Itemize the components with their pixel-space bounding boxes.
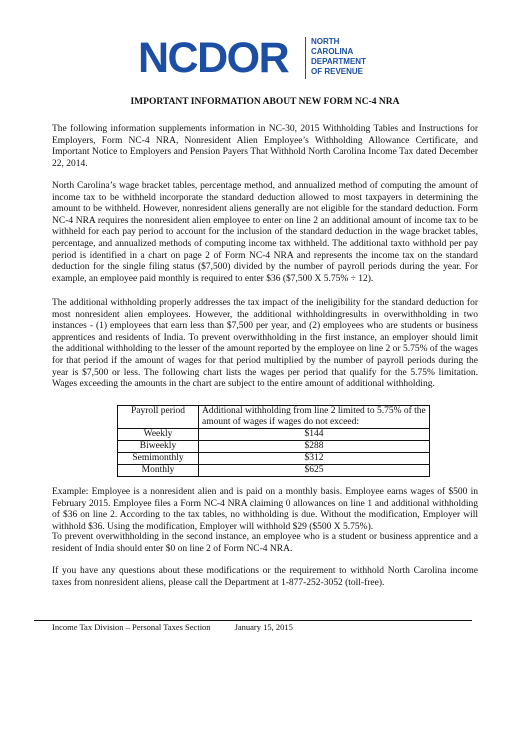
- table-row: [118, 453, 430, 465]
- table-cell-period: Semimonthly: [118, 453, 199, 465]
- logo-wordmark: NCDOR: [138, 34, 289, 82]
- table-row: [118, 441, 430, 453]
- table-cell-limit: $144: [199, 429, 430, 441]
- footer-divider: [34, 620, 472, 621]
- table-row: [118, 429, 430, 441]
- table-row: [118, 465, 430, 477]
- withholding-limit-table: [117, 405, 430, 477]
- table-cell-period: Weekly: [118, 429, 199, 441]
- paragraph-overwithholding: The additional withholding properly addresses the tax impact of the ineligibility for the standard deduction for most nonresident alien employees. However, the additional withholdingresults in overwithholding in two instances - (1) employees that earn less than $7,500 per year, and (2) employees who are students or business apprentices and residents of India. To prevent overwithholding in the first instance, an employer should limit the additional withholding to the lesser of the amount reported by the employee on line 2 or 5.75% of the wages for that period if the amount of wages for that period multiplied by the number of payroll periods during the year is $7,500 or less. The following chart lists the wages per period that qualify for the 5.75% limitation. Wages exceeding the amounts in the chart are subject to the entire amount of additional withholding.: [52, 298, 478, 390]
- table-header-row: [118, 406, 430, 429]
- table-cell-period: Biweekly: [118, 441, 199, 453]
- logo-dept-line: DEPARTMENT: [311, 57, 366, 66]
- logo-department-name: [311, 37, 401, 77]
- logo-dept-line: NORTH: [311, 37, 340, 46]
- table-cell-period: Monthly: [118, 465, 199, 477]
- table-cell-limit: $288: [199, 441, 430, 453]
- footer-date: January 15, 2015: [234, 622, 293, 632]
- notice-title: IMPORTANT INFORMATION ABOUT NEW FORM NC-4 NRA: [130, 97, 400, 107]
- footer: [52, 622, 472, 633]
- logo-dept-line: CAROLINA: [311, 47, 354, 56]
- paragraph-standard-deduction: North Carolina’s wage bracket tables, percentage method, and annualized method of computing the amount of income tax to be withheld incorporate the standard deduction allowed to most taxpayers in determining the amount to be withheld. However, nonresident aliens generally are not eligible for the standard deduction. Form NC-4 NRA requires the nonresident alien employee to enter on line 2 an additional amount of income tax to be withheld for each pay period to account for the inclusion of the standard deduction in the wage bracket tables, percentage, and annualized methods of computing income tax withheld. The additional taxto withhold per pay period is identified in a chart on page 2 of Form NC-4 NRA and represents the income tax on the standard deduction for the single filing status ($7,500) divided by the number of payroll periods during the year. For example, an employee paid monthly is required to enter $36 ($7,500 X 5.75% ÷ 12).: [52, 181, 478, 284]
- paragraph-example: Example: Employee is a nonresident alien and is paid on a monthly basis. Employee earns wages of $500 in February 2015. Employee files a Form NC-4 NRA claiming 0 allowances on line 1 and additional withholding of $36 on line 2. According to the tax tables, no withholding is due. Without the modification, Employer will withhold $36. Using the modification, Employer will withhold $29 ($500 X 5.75%).: [52, 487, 478, 532]
- paragraph-india-students: To prevent overwithholding in the second instance, an employee who is a student or business apprentice and a resident of India should enter $0 on line 2 of Form NC-4 NRA.: [52, 532, 478, 554]
- table-header-payroll-period: Payroll period: [118, 406, 199, 429]
- table-cell-limit: $312: [199, 453, 430, 465]
- table-header-additional-withholding: Additional withholding from line 2 limited to 5.75% of the amount of wages if wages do not exceed:: [199, 406, 430, 429]
- ncdor-logo: [138, 33, 398, 83]
- footer-division: Income Tax Division – Personal Taxes Section: [52, 622, 211, 632]
- logo-divider: [305, 37, 306, 79]
- table-cell-limit: $625: [199, 465, 430, 477]
- logo-dept-line: OF REVENUE: [311, 67, 364, 76]
- paragraph-contact: If you have any questions about these modifications or the requirement to withhold North Carolina income taxes from nonresident aliens, please call the Department at 1-877-252-3052 (toll-free).: [52, 566, 478, 588]
- paragraph-intro: The following information supplements information in NC-30, 2015 Withholding Tables and Instructions for Employers, Form NC-4 NRA, Nonresident Alien Employee’s Withholding Allowance Certificate, and Important Notice to Employers and Pension Payers That Withhold North Carolina Income Tax dated December 22, 2014.: [52, 124, 478, 169]
